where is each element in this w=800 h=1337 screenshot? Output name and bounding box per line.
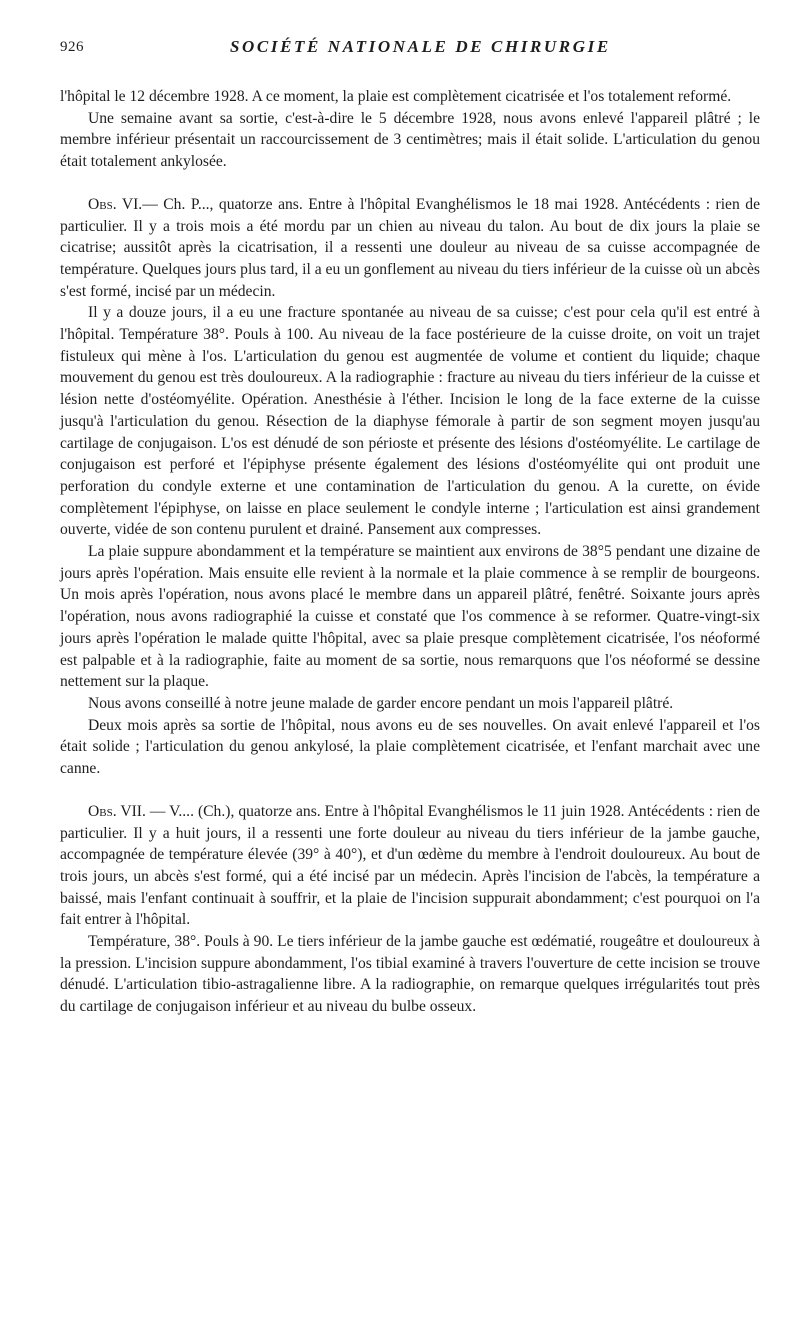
observation-6-fracture: Il y a douze jours, il a eu une fracture spontanée au niveau de sa cuisse; c'est pour cela qu'il est entré à l'hôpital. Température 38°. Pouls à 100. Au niveau de la face postérieure de la cuisse droite, on voit un trajet fistuleux qui mène à l'os. L'articulation du genou est augmentée de volume et contient du liquide; chaque mouvement du genou est très douloureux. A la radiographie : fracture au niveau du tiers inférieur de la cuisse et lésion nette d'ostéomyélite. Opération. Anesthésie à l'éther. Incision le long de la face externe de la cuisse jusqu'à l'articulation du genou. Résection de la diaphyse fémorale à partir de son segment moyen jusqu'au cartilage de conjugaison. L'os est dénudé de son périoste et présente des lésions d'ostéomyélite. Le cartilage de conjugaison est perforé et l'épiphyse présente également des lésions d'ostéomyélite qui ont produit une perforation du condyle externe et une contamination de l'articulation du genou. A la curette, on évide complètement l'épiphyse, on laisse en place seulement le condyle interne ; l'articulation est ainsi grandement ouverte, vidée de son contenu purulent et drainé. Pansement aux compresses.: [60, 304, 760, 539]
page-number: 926: [60, 39, 84, 55]
observation-6-text: — Ch. P..., quatorze ans. Entre à l'hôpital Evanghélismos le 18 mai 1928. Antécédents : rien de particulier. Il y a trois mois a été mordu par un chien au niveau du talon. Au bout de dix jours la plaie se cicatrise; aussitôt après la cicatrisation, il a ressenti une douleur au niveau de sa cuisse accompagnée de température. Quelques jours plus tard, il a eu un gonflement au niveau du tiers inférieur de la cuisse où un abcès s'est formé, incisé par un médecin.: [60, 195, 760, 300]
paragraph-plaster-removal: Une semaine avant sa sortie, c'est-à-dire le 5 décembre 1928, nous avons enlevé l'appareil plâtré ; le membre inférieur présentait un raccourcissement de 3 centimètres; mais il était solide. L'articulation du genou était totalement ankylosée.: [60, 109, 760, 171]
observation-6-recovery: La plaie suppure abondamment et la température se maintient aux environs de 38°5 pendant une dizaine de jours après l'opération. Mais ensuite elle revient à la normale et la plaie commence à se remplir de bourgeons. Un mois après l'opération, nous avons placé le membre dans un appareil plâtré, fenêtré. Soixante jours après l'opération, nous avons radiographié la cuisse et constaté que l'os commence à se reformer. Quatre-vingt-six jours après l'opération le malade quitte l'hôpital, avec sa plaie presque complètement cicatrisée, l'os néoformé est palpable et à la radiographie, faite au moment de sa sortie, nous remarquons que l'os néoformé se dessine nettement sur la plaque.: [60, 543, 760, 691]
observation-6-label: Obs. VI.: [88, 195, 143, 213]
observation-7-text: — V.... (Ch.), quatorze ans. Entre à l'hôpital Evanghélismos le 11 juin 1928. Antécédents : rien de particulier. Il y a huit jours, il a ressenti une forte douleur au niveau du tiers inférieur de la jambe gauche, accompagnée de température élevée (39° à 40°), et d'un œdème du membre à l'endroit douloureux. Au bout de trois jours, un abcès s'est formé, qui a été incisé par un médecin. Après l'incision de l'abcès, la température a baissé, mais l'enfant continuait à souffrir, et la plaie de l'incision suppurait abondamment; c'est pourquoi on l'a fait entrer à l'hôpital.: [60, 802, 760, 929]
body-text: [60, 86, 760, 1018]
observation-6-intro: [60, 194, 760, 303]
observation-6-advice: Nous avons conseillé à notre jeune malade de garder encore pendant un mois l'appareil plâtré.: [88, 694, 674, 712]
observation-7-exam: Température, 38°. Pouls à 90. Le tiers inférieur de la jambe gauche est œdématié, rougeâtre et douloureux à la pression. L'incision suppure abondamment, l'os tibial examiné à travers l'ouverture de cette incision se trouve dénudé. L'articulation tibio-astragalienne libre. A la radiographie, on remarque quelques irrégularités tout près du cartilage de conjugaison inférieur et au niveau du bulbe osseux.: [60, 933, 760, 1016]
running-title: SOCIÉTÉ NATIONALE DE CHIRURGIE: [230, 37, 611, 56]
observation-6-followup: Deux mois après sa sortie de l'hôpital, nous avons eu de ses nouvelles. On avait enlevé l'appareil et l'os était solide ; l'articulation du genou ankylosé, la plaie complètement cicatrisée, et l'enfant marchait avec une canne.: [60, 716, 760, 778]
observation-7-intro: [60, 801, 760, 931]
running-header: [60, 39, 760, 63]
observation-7-label: Obs. VII.: [88, 802, 146, 820]
paragraph-continuation: l'hôpital le 12 décembre 1928. A ce moment, la plaie est complètement cicatrisée et l'os totalement reformé.: [60, 88, 732, 105]
